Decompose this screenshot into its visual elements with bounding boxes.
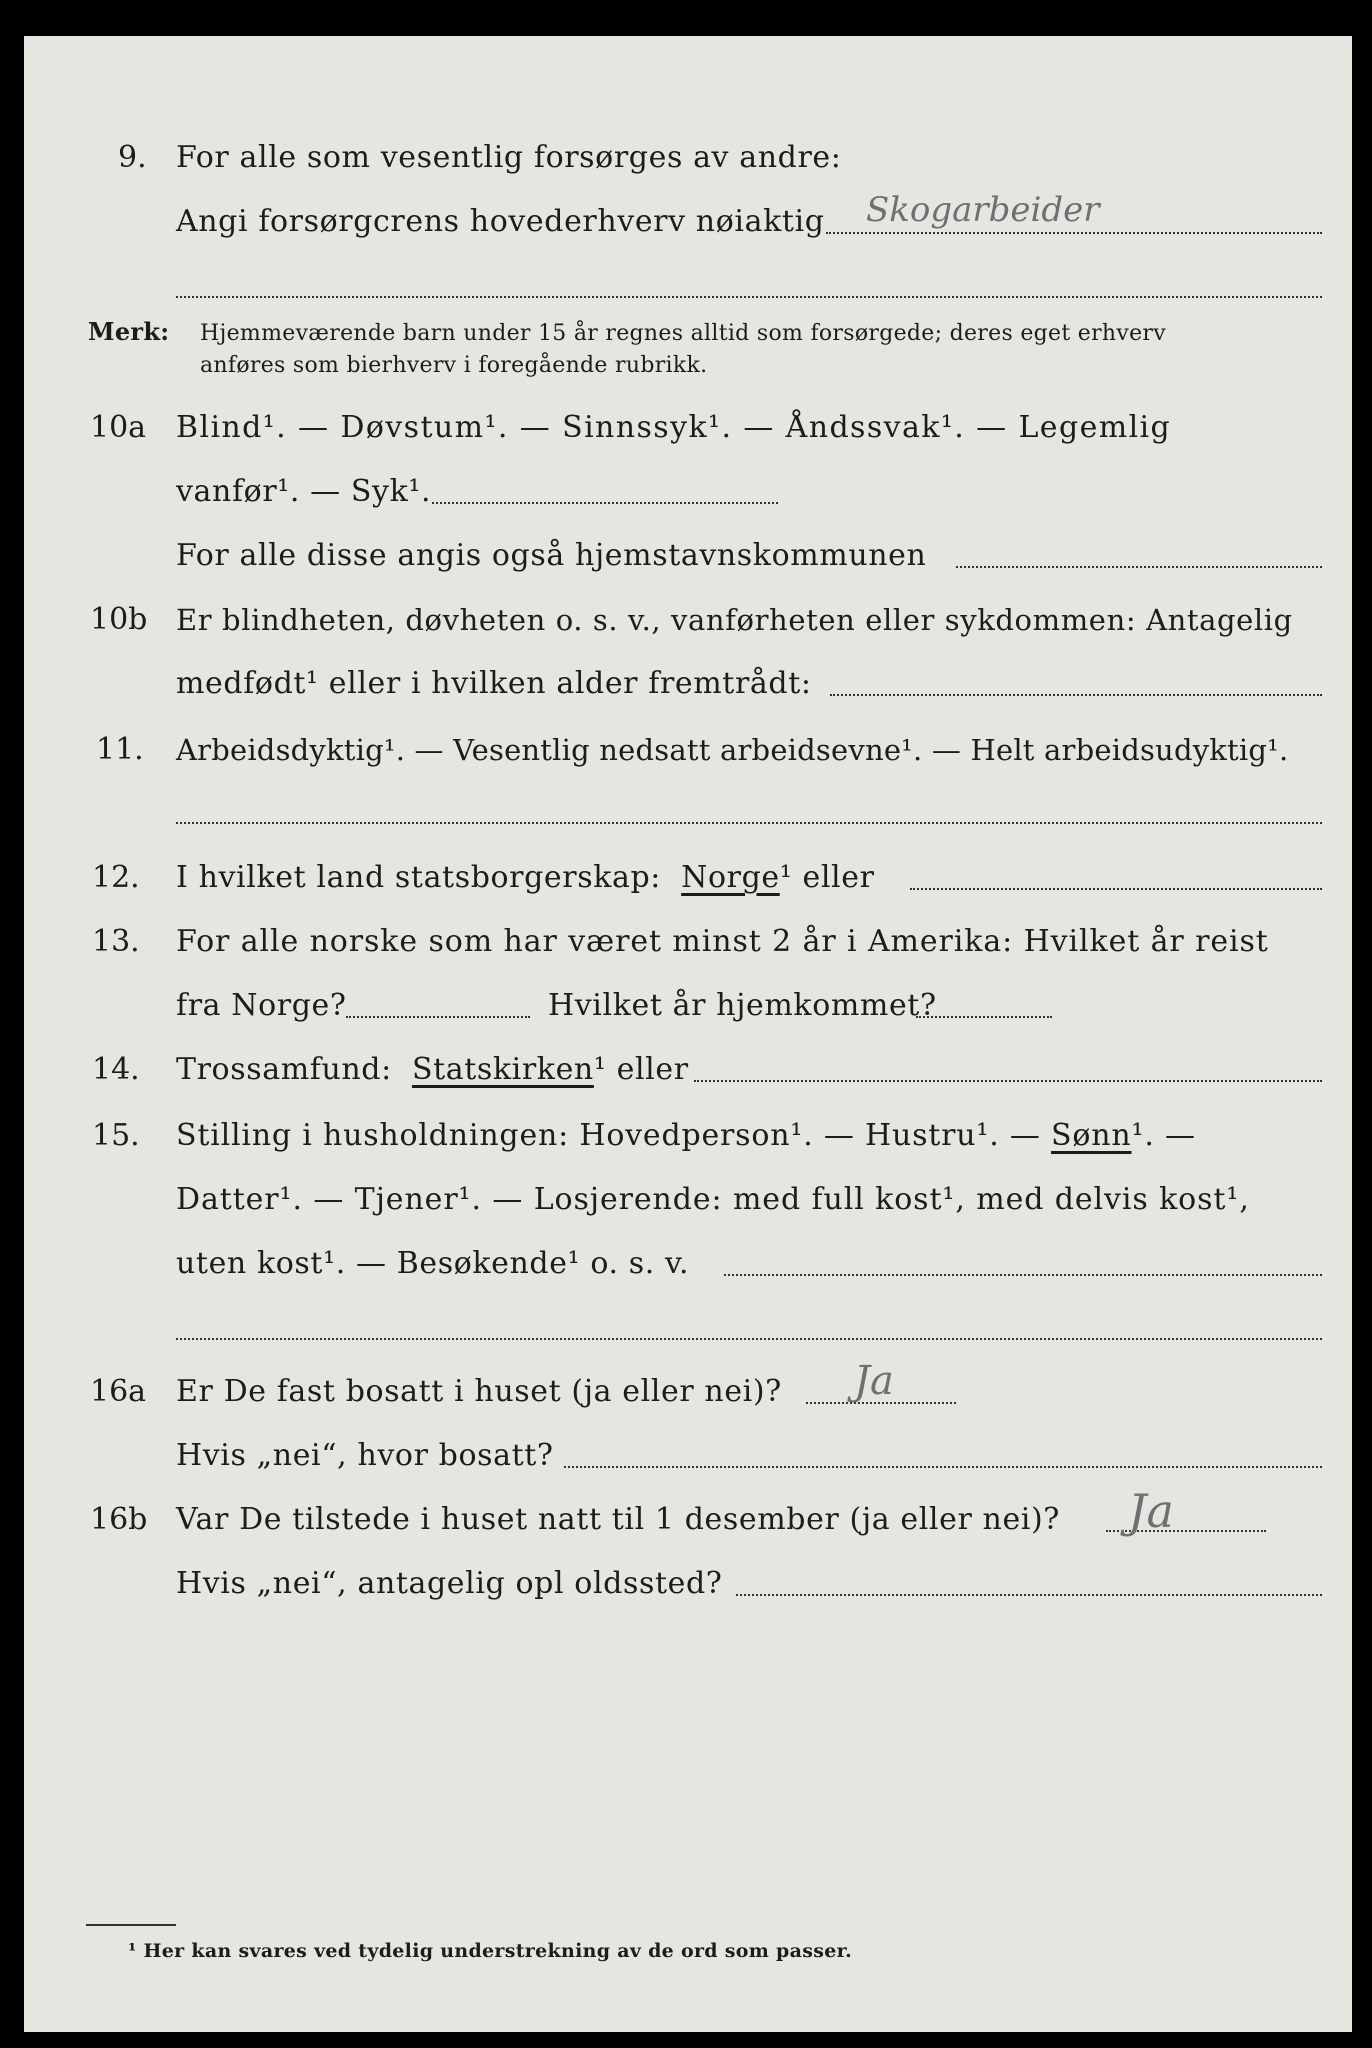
q14-suffix: ¹ eller <box>593 1052 689 1087</box>
q10a-syk-line[interactable] <box>432 502 778 504</box>
q13-line2b: Hvilket år hjemkommet? <box>548 988 937 1023</box>
q12-answer-line[interactable] <box>910 888 1322 890</box>
q15-line2: Datter¹. — Tjener¹. — Losjerende: med full kost¹, med delvis kost¹, <box>176 1182 1250 1217</box>
q12-line <box>176 860 875 896</box>
q16b-oppholdssted-line[interactable] <box>736 1594 1322 1596</box>
q13-reist-line[interactable] <box>346 1016 530 1018</box>
q10b-answer-line[interactable] <box>830 694 1322 696</box>
q10a-line3: For alle disse angis også hjemstavnskommunen <box>176 538 927 573</box>
q12-prefix: I hvilket land statsborgerskap: <box>176 860 661 895</box>
q12-number: 12. <box>92 860 140 895</box>
q14-answer-line[interactable] <box>694 1080 1322 1082</box>
q12-suffix: ¹ eller <box>779 860 875 895</box>
q12-norge-underlined[interactable]: Norge <box>681 860 780 895</box>
q9-answer-line[interactable] <box>826 232 1322 234</box>
q11-line1: Arbeidsdyktig¹. — Vesentlig nedsatt arbeidsevne¹. — Helt arbeidsudyktig¹. <box>176 733 1289 767</box>
q10b-number: 10b <box>90 602 148 637</box>
q16a-number: 16a <box>90 1374 147 1409</box>
q16a-line1: Er De fast bosatt i huset (ja eller nei)? <box>176 1374 782 1409</box>
q9-line2: Angi forsørgcrens hovederhverv nøiaktig <box>176 204 825 239</box>
q9-handwritten-answer: Skogarbeider <box>866 190 1100 230</box>
q15-answer-line[interactable] <box>724 1274 1322 1276</box>
q16a-bosatt-line[interactable] <box>564 1466 1322 1468</box>
q9-number: 9. <box>118 140 147 175</box>
q15-line3: uten kost¹. — Besøkende¹ o. s. v. <box>176 1246 690 1281</box>
q15-line1a: Stilling i husholdningen: Hovedperson¹. — Hustru¹. — <box>176 1118 1041 1153</box>
q13-number: 13. <box>92 924 140 959</box>
q13-line2a: fra Norge? <box>176 988 347 1023</box>
q16a-handwritten-answer: Ja <box>854 1358 894 1404</box>
q14-prefix: Trossamfund: <box>176 1052 392 1087</box>
merk-line1: Hjemmeværende barn under 15 år regnes alltid som forsørgede; deres eget erhverv <box>200 321 1166 346</box>
q10b-line2: medfødt¹ eller i hvilken alder fremtrådt: <box>176 666 812 701</box>
q16b-line1: Var De tilstede i huset natt til 1 desember (ja eller nei)? <box>176 1502 1060 1537</box>
footnote-text: ¹ Her kan svares ved tydelig understrekning av de ord som passer. <box>128 1940 853 1962</box>
merk-line2: anføres som bierhverv i foregående rubrikk. <box>200 353 708 378</box>
q10a-line1: Blind¹. — Døvstum¹. — Sinnssyk¹. — Åndssvak¹. — Legemlig <box>176 410 1172 445</box>
q16b-handwritten-answer: Ja <box>1128 1484 1174 1538</box>
q15-number: 15. <box>92 1118 140 1153</box>
q11-answer-line[interactable] <box>176 822 1322 824</box>
q14-statskirken-underlined[interactable]: Statskirken <box>411 1052 594 1087</box>
q10a-line2: vanfør¹. — Syk¹. <box>176 474 432 509</box>
q10b-line1: Er blindheten, døvheten o. s. v., vanførheten eller sykdommen: Antagelig <box>176 603 1293 637</box>
q15-line1 <box>176 1118 1196 1154</box>
q14-number: 14. <box>92 1052 140 1087</box>
q16a-line2: Hvis „nei“, hvor bosatt? <box>176 1438 554 1473</box>
footnote-rule <box>86 1924 176 1926</box>
q13-line1: For alle norske som har været minst 2 år i Amerika: Hvilket år reist <box>176 924 1269 959</box>
q15-sonn-underlined[interactable]: Sønn <box>1051 1118 1132 1153</box>
q15-extra-line[interactable] <box>176 1338 1322 1340</box>
q11-number: 11. <box>96 732 144 767</box>
q16b-number: 16b <box>90 1502 148 1537</box>
merk-label: Merk: <box>88 317 170 346</box>
q16b-line2: Hvis „nei“, antagelig opl oldssted? <box>176 1566 723 1601</box>
q9-line1: For alle som vesentlig forsørges av andre: <box>176 140 842 175</box>
q14-line <box>176 1052 689 1088</box>
q9-extra-line[interactable] <box>176 296 1322 298</box>
q10a-number: 10a <box>90 410 147 445</box>
q13-hjemkommet-line[interactable] <box>916 1016 1052 1018</box>
q15-line1b: ¹. — <box>1131 1118 1196 1153</box>
census-form-page <box>24 36 1352 2032</box>
q10a-hjemstavn-line[interactable] <box>956 566 1322 568</box>
